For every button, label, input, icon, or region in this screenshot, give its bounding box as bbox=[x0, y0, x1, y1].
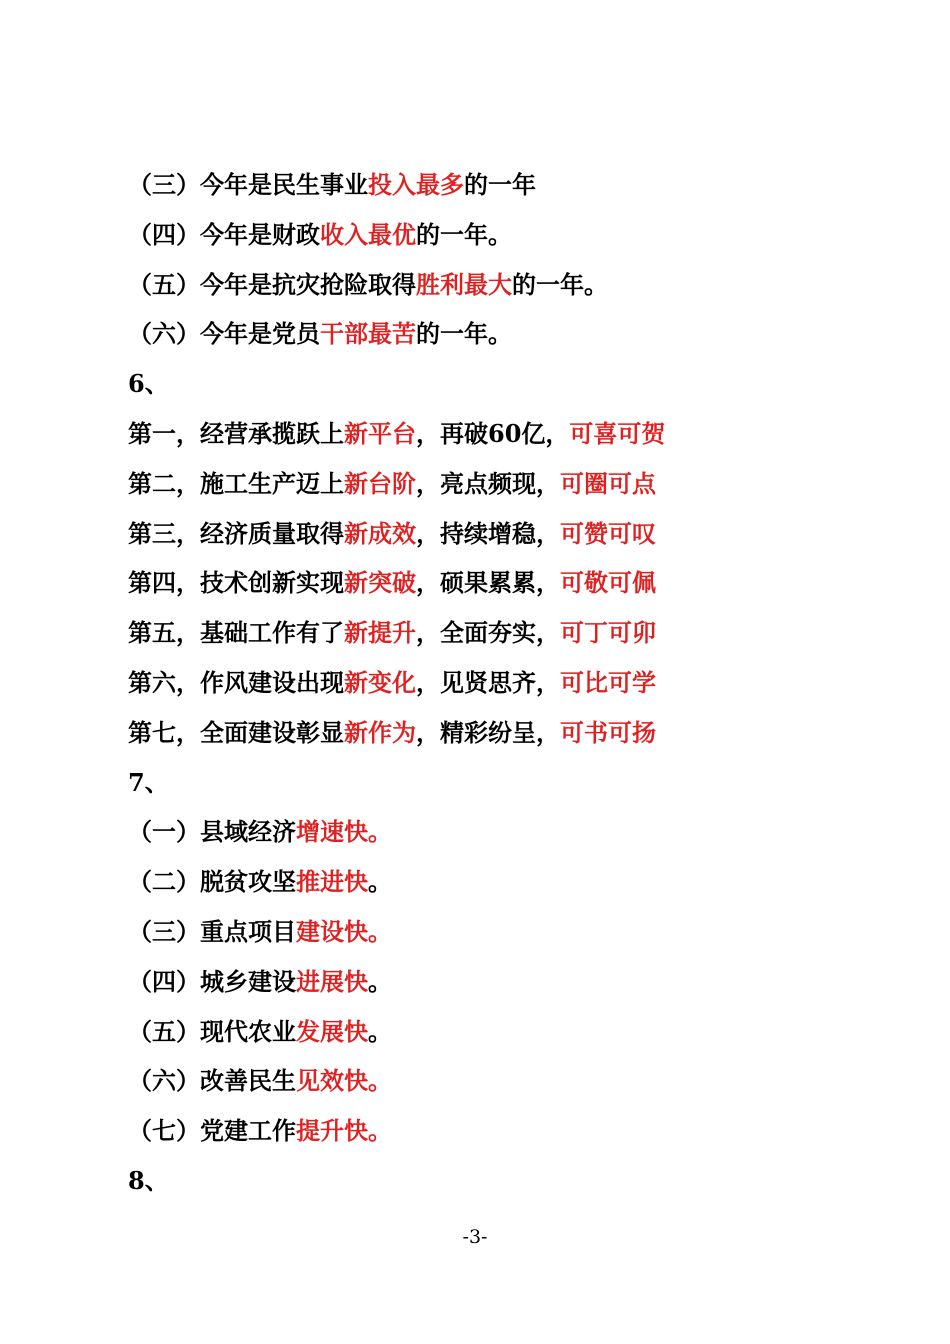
highlighted-text: 新突破 bbox=[344, 568, 416, 598]
text-segment: 第七，全面建设彰显 bbox=[128, 717, 344, 747]
text-line bbox=[128, 210, 828, 260]
text-segment: （七）党建工作 bbox=[128, 1116, 296, 1146]
highlighted-text: 新作为 bbox=[344, 717, 416, 747]
text-segment: 8、 bbox=[128, 1165, 169, 1195]
text-segment: ，精彩纷呈， bbox=[416, 717, 560, 747]
highlighted-text: 胜利最大 bbox=[416, 269, 512, 299]
text-segment: 。 bbox=[368, 1016, 392, 1046]
text-segment: 的一年。 bbox=[512, 269, 608, 299]
highlighted-text: 新平台 bbox=[344, 418, 416, 448]
text-line bbox=[128, 857, 828, 907]
text-segment: ，硕果累累， bbox=[416, 568, 560, 598]
text-segment: （一）县域经济 bbox=[128, 817, 296, 847]
text-segment: ，亮点频现， bbox=[416, 468, 560, 498]
text-line bbox=[128, 658, 828, 708]
text-line bbox=[128, 459, 828, 509]
highlighted-text: 干部最苦 bbox=[320, 319, 416, 349]
text-line bbox=[128, 1056, 828, 1106]
text-line bbox=[128, 359, 828, 409]
text-line bbox=[128, 1007, 828, 1057]
text-line bbox=[128, 907, 828, 957]
text-segment: 的一年 bbox=[464, 170, 536, 199]
text-segment: （五）现代农业 bbox=[128, 1016, 296, 1046]
highlighted-text: 可书可扬 bbox=[560, 717, 656, 747]
text-segment: （二）脱贫攻坚 bbox=[128, 867, 296, 897]
text-line bbox=[128, 758, 828, 808]
highlighted-text: 推进快 bbox=[296, 867, 368, 897]
text-segment: ，全面夯实， bbox=[416, 618, 560, 648]
text-segment: 第六，作风建设出现 bbox=[128, 667, 344, 697]
highlighted-text: 新成效 bbox=[344, 518, 416, 548]
text-segment: ，持续增稳， bbox=[416, 518, 560, 548]
text-segment: （四）今年是财政 bbox=[128, 219, 320, 249]
text-line bbox=[128, 1106, 828, 1156]
text-line bbox=[128, 807, 828, 857]
highlighted-text: 见效快。 bbox=[296, 1066, 392, 1096]
highlighted-text: 可比可学 bbox=[560, 667, 656, 697]
highlighted-text: 增速快。 bbox=[296, 817, 392, 847]
text-line bbox=[128, 957, 828, 1007]
text-line bbox=[128, 509, 828, 559]
text-line bbox=[128, 1156, 828, 1206]
highlighted-text: 新提升 bbox=[344, 618, 416, 648]
highlighted-text: 可丁可卯 bbox=[560, 618, 656, 648]
text-line bbox=[128, 260, 828, 310]
text-segment: 6、 bbox=[128, 369, 169, 399]
highlighted-text: 提升快。 bbox=[296, 1116, 392, 1146]
highlighted-text: 可喜可贺 bbox=[569, 418, 666, 448]
text-line bbox=[128, 309, 828, 359]
text-segment: 的一年。 bbox=[416, 219, 512, 249]
text-segment: 。 bbox=[368, 966, 392, 996]
text-segment: ，见贤思齐， bbox=[416, 667, 560, 697]
text-segment: 第五，基础工作有了 bbox=[128, 618, 344, 648]
text-segment: 第三，经济质量取得 bbox=[128, 518, 344, 548]
text-segment: 的一年。 bbox=[416, 319, 512, 349]
text-line bbox=[128, 160, 828, 210]
page-number: -3- bbox=[462, 1226, 488, 1248]
text-segment: （六）今年是党员 bbox=[128, 319, 320, 349]
highlighted-text: 可圈可点 bbox=[560, 468, 656, 498]
highlighted-text: 进展快 bbox=[296, 966, 368, 996]
text-line bbox=[128, 558, 828, 608]
text-segment: （三）今年是民生事业 bbox=[128, 170, 368, 199]
text-segment: （五）今年是抗灾抢险取得 bbox=[128, 269, 416, 299]
highlighted-text: 可赞可叹 bbox=[560, 518, 656, 548]
highlighted-text: 投入最多 bbox=[368, 170, 464, 199]
highlighted-text: 可敬可佩 bbox=[560, 568, 656, 598]
text-segment: （四）城乡建设 bbox=[128, 966, 296, 996]
highlighted-text: 新变化 bbox=[344, 667, 416, 697]
text-segment: 7、 bbox=[128, 767, 169, 797]
highlighted-text: 发展快 bbox=[296, 1016, 368, 1046]
text-segment: 。 bbox=[368, 867, 392, 897]
text-segment: （三）重点项目 bbox=[128, 916, 296, 946]
text-line bbox=[128, 608, 828, 658]
text-segment: 第一，经营承揽跃上 bbox=[128, 418, 344, 448]
highlighted-text: 建设快。 bbox=[296, 916, 392, 946]
text-segment: 第二，施工生产迈上 bbox=[128, 468, 344, 498]
text-segment: 第四，技术创新实现 bbox=[128, 568, 344, 598]
text-line bbox=[128, 409, 828, 459]
text-segment: （六）改善民生 bbox=[128, 1066, 296, 1096]
document-body bbox=[128, 160, 828, 1206]
text-line bbox=[128, 708, 828, 758]
highlighted-text: 新台阶 bbox=[344, 468, 416, 498]
text-segment: ，再破60亿， bbox=[416, 418, 570, 448]
highlighted-text: 收入最优 bbox=[320, 219, 416, 249]
